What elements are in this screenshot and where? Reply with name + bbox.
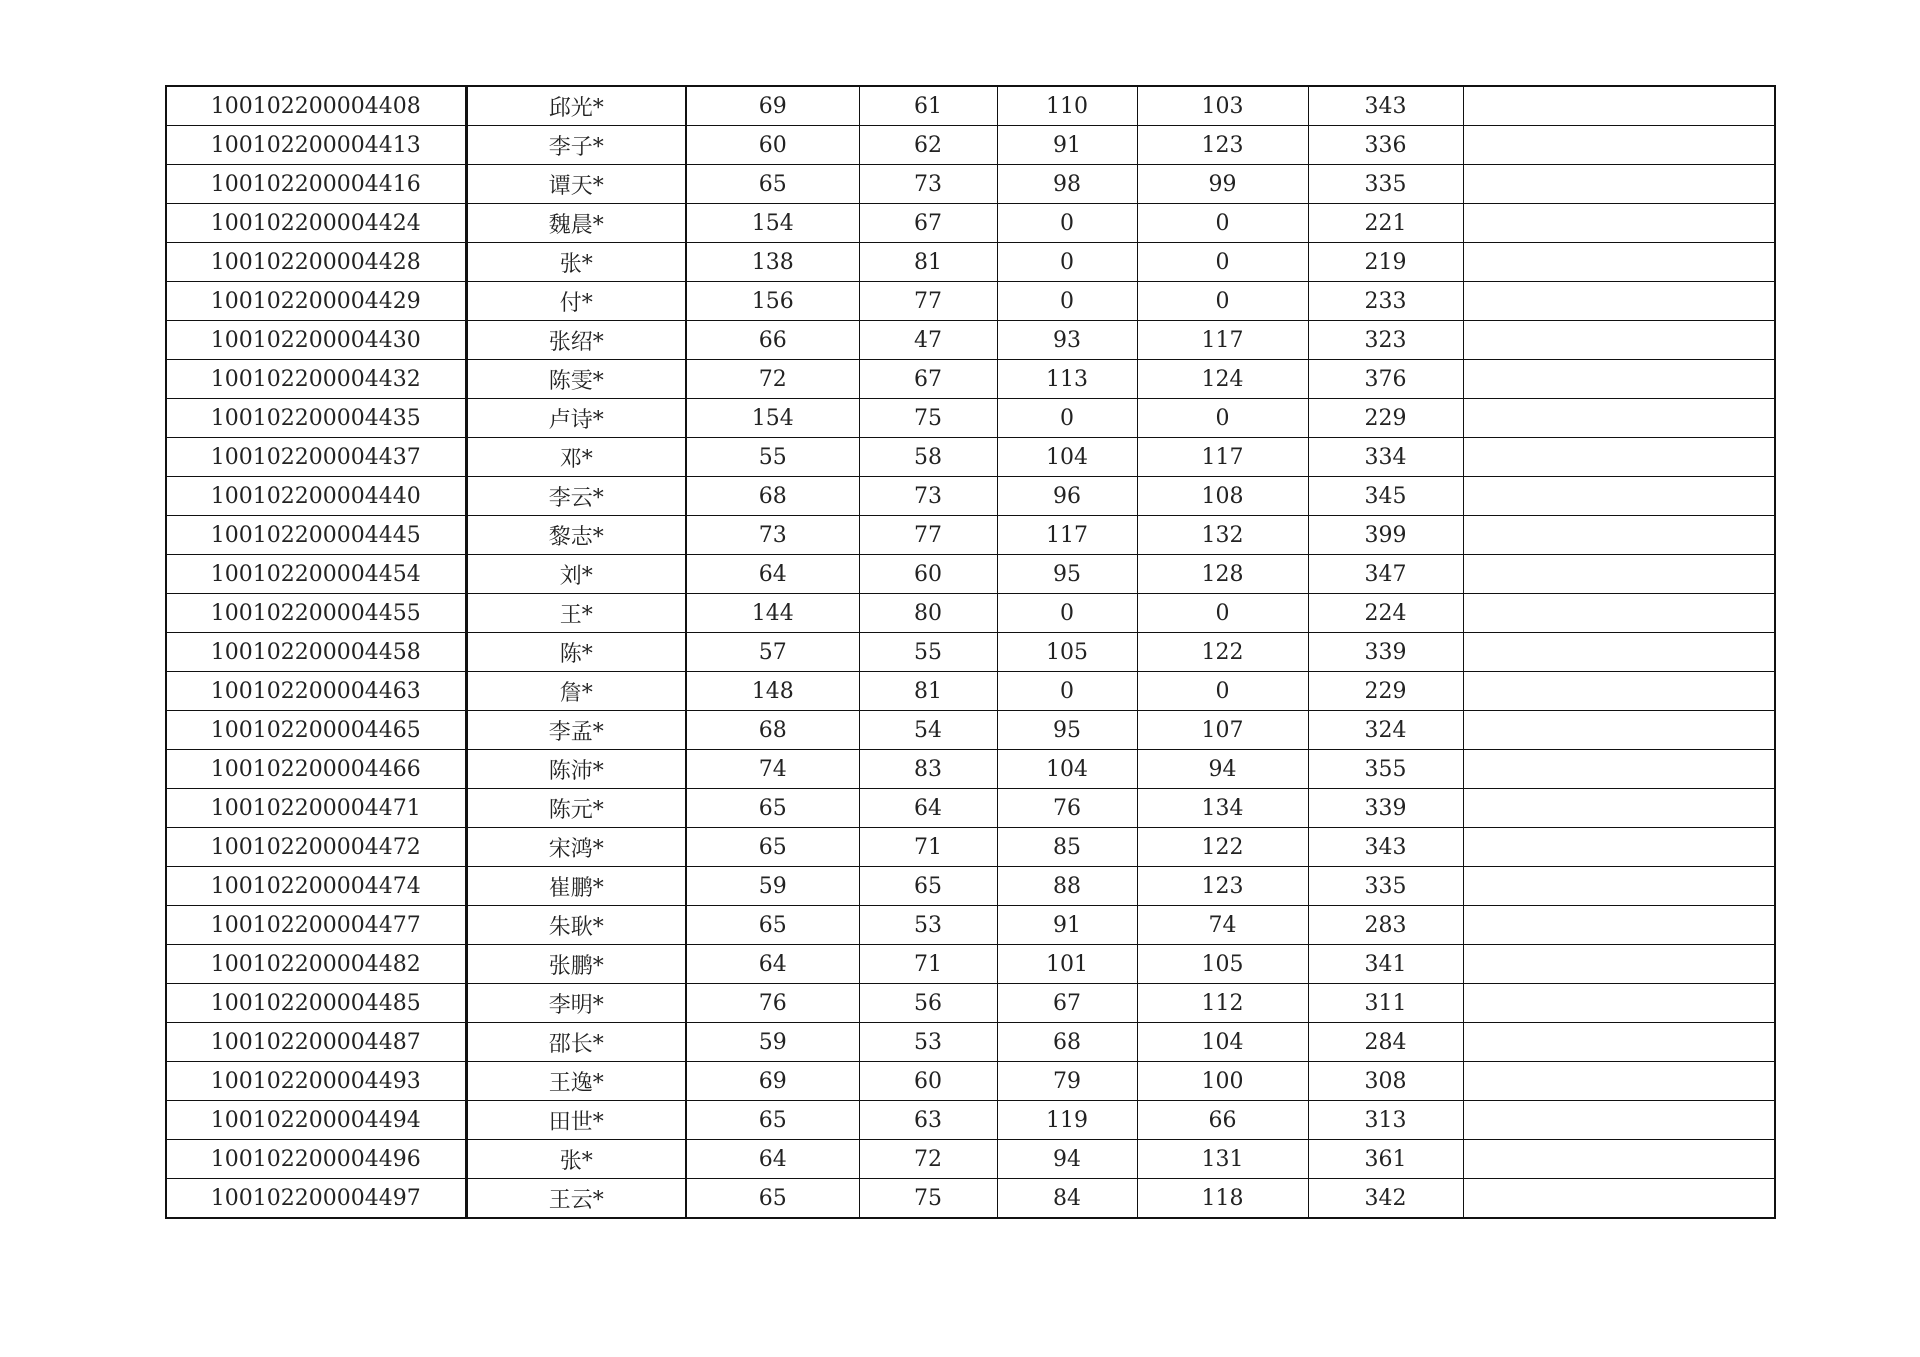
table-row (166, 1023, 1775, 1062)
note-cell (1463, 555, 1775, 594)
score-3-cell: 85 (997, 828, 1137, 867)
score-1-cell: 65 (686, 789, 859, 828)
score-4-cell: 124 (1137, 360, 1308, 399)
name-cell: 黎志* (466, 516, 686, 555)
note-cell (1463, 86, 1775, 126)
score-3-cell: 67 (997, 984, 1137, 1023)
name-cell: 魏晨* (466, 204, 686, 243)
note-cell (1463, 1140, 1775, 1179)
candidate-id-cell: 100102200004424 (166, 204, 466, 243)
score-3-cell: 110 (997, 86, 1137, 126)
score-4-cell: 117 (1137, 321, 1308, 360)
score-1-cell: 68 (686, 711, 859, 750)
score-3-cell: 104 (997, 750, 1137, 789)
score-4-cell: 103 (1137, 86, 1308, 126)
score-4-cell: 104 (1137, 1023, 1308, 1062)
score-3-cell: 0 (997, 282, 1137, 321)
total-score-cell: 342 (1308, 1179, 1463, 1219)
score-3-cell: 84 (997, 1179, 1137, 1219)
score-2-cell: 54 (859, 711, 997, 750)
score-3-cell: 119 (997, 1101, 1137, 1140)
name-cell: 李明* (466, 984, 686, 1023)
table-row (166, 750, 1775, 789)
table-row (166, 399, 1775, 438)
score-3-cell: 95 (997, 555, 1137, 594)
total-score-cell: 336 (1308, 126, 1463, 165)
table-row (166, 1179, 1775, 1219)
candidate-id-cell: 100102200004466 (166, 750, 466, 789)
total-score-cell: 339 (1308, 633, 1463, 672)
table-row (166, 945, 1775, 984)
total-score-cell: 347 (1308, 555, 1463, 594)
candidate-id-cell: 100102200004429 (166, 282, 466, 321)
total-score-cell: 339 (1308, 789, 1463, 828)
candidate-id-cell: 100102200004428 (166, 243, 466, 282)
table-row (166, 86, 1775, 126)
name-cell: 王* (466, 594, 686, 633)
candidate-id-cell: 100102200004496 (166, 1140, 466, 1179)
score-1-cell: 69 (686, 86, 859, 126)
note-cell (1463, 711, 1775, 750)
total-score-cell: 399 (1308, 516, 1463, 555)
score-3-cell: 79 (997, 1062, 1137, 1101)
candidate-id-cell: 100102200004474 (166, 867, 466, 906)
score-1-cell: 154 (686, 204, 859, 243)
note-cell (1463, 360, 1775, 399)
name-cell: 李子* (466, 126, 686, 165)
candidate-id-cell: 100102200004408 (166, 86, 466, 126)
table-row (166, 672, 1775, 711)
name-cell: 邵长* (466, 1023, 686, 1062)
candidate-id-cell: 100102200004413 (166, 126, 466, 165)
note-cell (1463, 789, 1775, 828)
score-4-cell: 0 (1137, 672, 1308, 711)
candidate-id-cell: 100102200004416 (166, 165, 466, 204)
total-score-cell: 224 (1308, 594, 1463, 633)
total-score-cell: 361 (1308, 1140, 1463, 1179)
table-row (166, 204, 1775, 243)
table-row (166, 789, 1775, 828)
name-cell: 付* (466, 282, 686, 321)
table-row (166, 1140, 1775, 1179)
candidate-id-cell: 100102200004435 (166, 399, 466, 438)
score-3-cell: 95 (997, 711, 1137, 750)
score-4-cell: 123 (1137, 867, 1308, 906)
table-row (166, 633, 1775, 672)
score-table (165, 85, 1776, 1219)
score-4-cell: 74 (1137, 906, 1308, 945)
total-score-cell: 345 (1308, 477, 1463, 516)
note-cell (1463, 984, 1775, 1023)
score-2-cell: 56 (859, 984, 997, 1023)
candidate-id-cell: 100102200004440 (166, 477, 466, 516)
score-table-body (166, 86, 1775, 1218)
score-3-cell: 68 (997, 1023, 1137, 1062)
total-score-cell: 324 (1308, 711, 1463, 750)
score-3-cell: 88 (997, 867, 1137, 906)
score-2-cell: 81 (859, 243, 997, 282)
score-4-cell: 122 (1137, 633, 1308, 672)
score-3-cell: 0 (997, 204, 1137, 243)
score-4-cell: 100 (1137, 1062, 1308, 1101)
total-score-cell: 335 (1308, 165, 1463, 204)
total-score-cell: 376 (1308, 360, 1463, 399)
note-cell (1463, 1179, 1775, 1219)
score-4-cell: 0 (1137, 282, 1308, 321)
score-3-cell: 104 (997, 438, 1137, 477)
score-2-cell: 63 (859, 1101, 997, 1140)
note-cell (1463, 828, 1775, 867)
score-4-cell: 128 (1137, 555, 1308, 594)
table-row (166, 711, 1775, 750)
score-2-cell: 72 (859, 1140, 997, 1179)
score-3-cell: 101 (997, 945, 1137, 984)
name-cell: 张* (466, 243, 686, 282)
score-2-cell: 47 (859, 321, 997, 360)
score-1-cell: 66 (686, 321, 859, 360)
score-1-cell: 74 (686, 750, 859, 789)
note-cell (1463, 1023, 1775, 1062)
candidate-id-cell: 100102200004463 (166, 672, 466, 711)
score-1-cell: 73 (686, 516, 859, 555)
candidate-id-cell: 100102200004472 (166, 828, 466, 867)
candidate-id-cell: 100102200004494 (166, 1101, 466, 1140)
score-2-cell: 67 (859, 204, 997, 243)
score-4-cell: 118 (1137, 1179, 1308, 1219)
note-cell (1463, 126, 1775, 165)
score-2-cell: 58 (859, 438, 997, 477)
table-row (166, 516, 1775, 555)
name-cell: 李孟* (466, 711, 686, 750)
score-4-cell: 94 (1137, 750, 1308, 789)
score-2-cell: 77 (859, 516, 997, 555)
note-cell (1463, 945, 1775, 984)
table-row (166, 126, 1775, 165)
name-cell: 邓* (466, 438, 686, 477)
total-score-cell: 341 (1308, 945, 1463, 984)
score-1-cell: 144 (686, 594, 859, 633)
note-cell (1463, 633, 1775, 672)
score-1-cell: 65 (686, 906, 859, 945)
name-cell: 王云* (466, 1179, 686, 1219)
name-cell: 崔鹏* (466, 867, 686, 906)
table-row (166, 555, 1775, 594)
name-cell: 张鹏* (466, 945, 686, 984)
score-1-cell: 64 (686, 945, 859, 984)
score-1-cell: 148 (686, 672, 859, 711)
score-2-cell: 77 (859, 282, 997, 321)
score-3-cell: 96 (997, 477, 1137, 516)
note-cell (1463, 438, 1775, 477)
total-score-cell: 311 (1308, 984, 1463, 1023)
candidate-id-cell: 100102200004455 (166, 594, 466, 633)
score-1-cell: 156 (686, 282, 859, 321)
candidate-id-cell: 100102200004437 (166, 438, 466, 477)
candidate-id-cell: 100102200004432 (166, 360, 466, 399)
score-1-cell: 57 (686, 633, 859, 672)
score-2-cell: 62 (859, 126, 997, 165)
candidate-id-cell: 100102200004454 (166, 555, 466, 594)
table-row (166, 1062, 1775, 1101)
name-cell: 陈沛* (466, 750, 686, 789)
candidate-id-cell: 100102200004485 (166, 984, 466, 1023)
score-1-cell: 138 (686, 243, 859, 282)
total-score-cell: 343 (1308, 828, 1463, 867)
score-3-cell: 117 (997, 516, 1137, 555)
note-cell (1463, 867, 1775, 906)
total-score-cell: 355 (1308, 750, 1463, 789)
score-2-cell: 61 (859, 86, 997, 126)
score-3-cell: 0 (997, 594, 1137, 633)
name-cell: 卢诗* (466, 399, 686, 438)
table-row (166, 438, 1775, 477)
score-2-cell: 71 (859, 945, 997, 984)
note-cell (1463, 321, 1775, 360)
candidate-id-cell: 100102200004471 (166, 789, 466, 828)
name-cell: 田世* (466, 1101, 686, 1140)
score-3-cell: 91 (997, 906, 1137, 945)
score-3-cell: 0 (997, 672, 1137, 711)
total-score-cell: 323 (1308, 321, 1463, 360)
total-score-cell: 229 (1308, 672, 1463, 711)
score-2-cell: 71 (859, 828, 997, 867)
score-2-cell: 60 (859, 555, 997, 594)
table-row (166, 321, 1775, 360)
total-score-cell: 343 (1308, 86, 1463, 126)
candidate-id-cell: 100102200004477 (166, 906, 466, 945)
note-cell (1463, 516, 1775, 555)
score-2-cell: 65 (859, 867, 997, 906)
total-score-cell: 283 (1308, 906, 1463, 945)
note-cell (1463, 204, 1775, 243)
note-cell (1463, 165, 1775, 204)
note-cell (1463, 906, 1775, 945)
table-row (166, 477, 1775, 516)
table-row (166, 984, 1775, 1023)
score-2-cell: 83 (859, 750, 997, 789)
total-score-cell: 219 (1308, 243, 1463, 282)
name-cell: 刘* (466, 555, 686, 594)
table-row (166, 867, 1775, 906)
note-cell (1463, 1062, 1775, 1101)
note-cell (1463, 672, 1775, 711)
score-2-cell: 55 (859, 633, 997, 672)
table-row (166, 594, 1775, 633)
total-score-cell: 221 (1308, 204, 1463, 243)
score-4-cell: 122 (1137, 828, 1308, 867)
score-4-cell: 0 (1137, 399, 1308, 438)
candidate-id-cell: 100102200004493 (166, 1062, 466, 1101)
score-4-cell: 66 (1137, 1101, 1308, 1140)
name-cell: 宋鸿* (466, 828, 686, 867)
note-cell (1463, 750, 1775, 789)
table-row (166, 360, 1775, 399)
total-score-cell: 335 (1308, 867, 1463, 906)
name-cell: 詹* (466, 672, 686, 711)
score-2-cell: 64 (859, 789, 997, 828)
table-row (166, 243, 1775, 282)
total-score-cell: 313 (1308, 1101, 1463, 1140)
score-1-cell: 76 (686, 984, 859, 1023)
score-4-cell: 131 (1137, 1140, 1308, 1179)
total-score-cell: 284 (1308, 1023, 1463, 1062)
score-1-cell: 65 (686, 1179, 859, 1219)
score-3-cell: 98 (997, 165, 1137, 204)
score-1-cell: 68 (686, 477, 859, 516)
note-cell (1463, 399, 1775, 438)
score-2-cell: 60 (859, 1062, 997, 1101)
score-4-cell: 0 (1137, 594, 1308, 633)
score-4-cell: 123 (1137, 126, 1308, 165)
table-row (166, 165, 1775, 204)
score-2-cell: 73 (859, 477, 997, 516)
score-4-cell: 132 (1137, 516, 1308, 555)
score-4-cell: 105 (1137, 945, 1308, 984)
score-4-cell: 108 (1137, 477, 1308, 516)
score-3-cell: 94 (997, 1140, 1137, 1179)
candidate-id-cell: 100102200004445 (166, 516, 466, 555)
name-cell: 朱耿* (466, 906, 686, 945)
score-2-cell: 73 (859, 165, 997, 204)
candidate-id-cell: 100102200004487 (166, 1023, 466, 1062)
name-cell: 邱光* (466, 86, 686, 126)
score-3-cell: 0 (997, 243, 1137, 282)
table-row (166, 1101, 1775, 1140)
score-4-cell: 0 (1137, 204, 1308, 243)
score-2-cell: 75 (859, 399, 997, 438)
name-cell: 陈元* (466, 789, 686, 828)
candidate-id-cell: 100102200004482 (166, 945, 466, 984)
score-3-cell: 0 (997, 399, 1137, 438)
score-1-cell: 65 (686, 1101, 859, 1140)
score-2-cell: 80 (859, 594, 997, 633)
score-2-cell: 67 (859, 360, 997, 399)
score-3-cell: 76 (997, 789, 1137, 828)
total-score-cell: 334 (1308, 438, 1463, 477)
score-3-cell: 113 (997, 360, 1137, 399)
note-cell (1463, 282, 1775, 321)
score-2-cell: 75 (859, 1179, 997, 1219)
score-4-cell: 0 (1137, 243, 1308, 282)
name-cell: 王逸* (466, 1062, 686, 1101)
score-1-cell: 65 (686, 828, 859, 867)
score-3-cell: 105 (997, 633, 1137, 672)
score-1-cell: 59 (686, 867, 859, 906)
total-score-cell: 229 (1308, 399, 1463, 438)
score-4-cell: 107 (1137, 711, 1308, 750)
table-row (166, 906, 1775, 945)
score-4-cell: 134 (1137, 789, 1308, 828)
total-score-cell: 233 (1308, 282, 1463, 321)
name-cell: 张* (466, 1140, 686, 1179)
score-2-cell: 53 (859, 906, 997, 945)
name-cell: 谭天* (466, 165, 686, 204)
score-4-cell: 99 (1137, 165, 1308, 204)
score-1-cell: 69 (686, 1062, 859, 1101)
name-cell: 李云* (466, 477, 686, 516)
table-row (166, 282, 1775, 321)
note-cell (1463, 477, 1775, 516)
score-3-cell: 91 (997, 126, 1137, 165)
score-4-cell: 112 (1137, 984, 1308, 1023)
table-row (166, 828, 1775, 867)
score-1-cell: 65 (686, 165, 859, 204)
score-4-cell: 117 (1137, 438, 1308, 477)
total-score-cell: 308 (1308, 1062, 1463, 1101)
candidate-id-cell: 100102200004465 (166, 711, 466, 750)
note-cell (1463, 594, 1775, 633)
score-1-cell: 59 (686, 1023, 859, 1062)
score-1-cell: 154 (686, 399, 859, 438)
name-cell: 张绍* (466, 321, 686, 360)
note-cell (1463, 243, 1775, 282)
score-1-cell: 64 (686, 555, 859, 594)
name-cell: 陈* (466, 633, 686, 672)
score-1-cell: 60 (686, 126, 859, 165)
score-2-cell: 53 (859, 1023, 997, 1062)
candidate-id-cell: 100102200004430 (166, 321, 466, 360)
score-1-cell: 72 (686, 360, 859, 399)
candidate-id-cell: 100102200004458 (166, 633, 466, 672)
name-cell: 陈雯* (466, 360, 686, 399)
score-3-cell: 93 (997, 321, 1137, 360)
candidate-id-cell: 100102200004497 (166, 1179, 466, 1219)
score-1-cell: 64 (686, 1140, 859, 1179)
note-cell (1463, 1101, 1775, 1140)
score-2-cell: 81 (859, 672, 997, 711)
score-1-cell: 55 (686, 438, 859, 477)
